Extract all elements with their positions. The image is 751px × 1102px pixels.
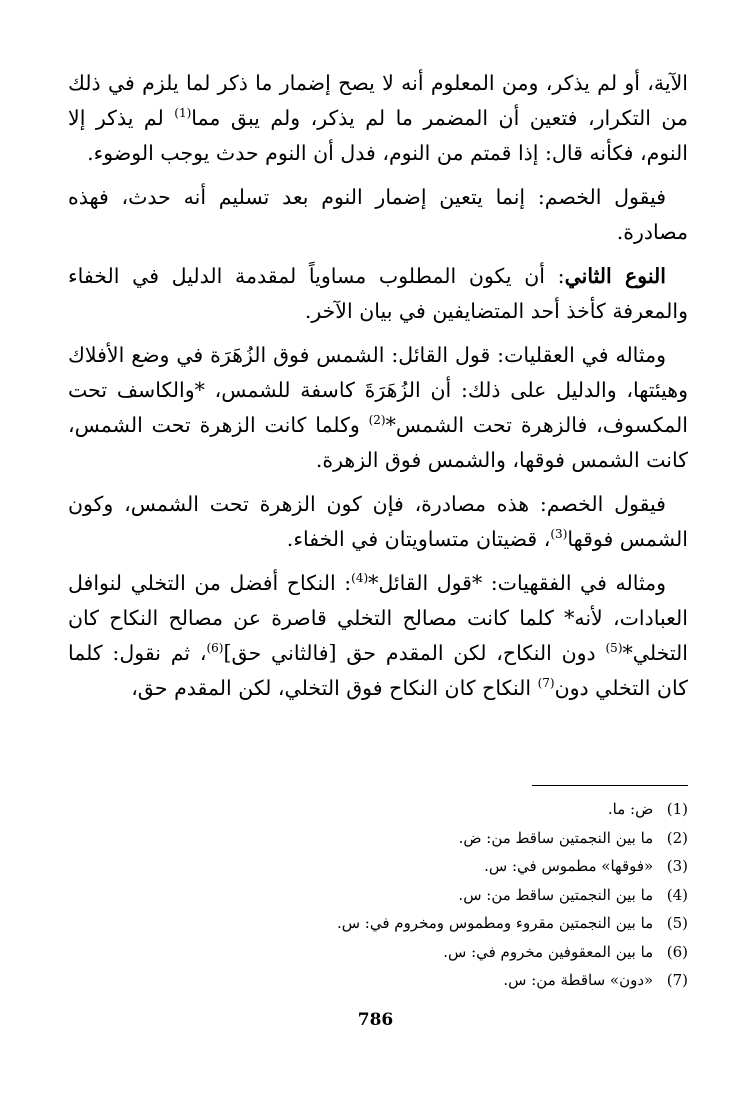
paragraph-4 — [68, 338, 688, 478]
footnote-number: (3) — [666, 857, 688, 875]
paragraph-text: ومثاله في العقليات: قول القائل: الشمس فوق الزُهَرَة في وضع الأفلاك وهيئتها، والدليل على ذلك: أن الزُهَرَةَ كاسفة للشمس، *والكاسف تحت المكسوف، فالزهرة تحت الشمس* — [68, 343, 688, 437]
paragraph-text: فيقول الخصم: هذه مصادرة، فإن كون الزهرة تحت الشمس، وكون الشمس فوقها — [68, 492, 688, 551]
page-number: 786 — [357, 1010, 394, 1030]
footnote-number: (7) — [666, 971, 688, 989]
paragraph-6 — [68, 566, 688, 706]
footnote-ref-4: (4) — [351, 571, 369, 586]
paragraph-text: ، ثم نقول: كلما كان التخلي دون — [68, 641, 688, 700]
paragraph-text: : أن يكون المطلوب مساوياً لمقدمة الدليل في الخفاء والمعرفة كأخذ أحد المتضايفين في بيان الآخر. — [68, 264, 688, 323]
footnote-text: ما بين النجمتين ساقط من: س. — [458, 885, 654, 904]
footnote-ref-6: (6) — [206, 641, 224, 656]
footnote-item — [68, 881, 688, 910]
footnote-ref-2: (2) — [368, 413, 386, 428]
footnotes — [68, 795, 688, 995]
paragraph-text: الآية، أو لم يذكر، ومن المعلوم أنه لا يصح إضمار ما ذكر لما يلزم في ذلك من التكرار، فتعين أن المضمر ما لم يذكر، ولم يبق مما — [68, 71, 688, 130]
footnote-ref-5: (5) — [605, 641, 623, 656]
footnote-text: ما بين النجمتين ساقط من: ض. — [458, 828, 654, 847]
paragraph-text: دون النكاح، لكن المقدم حق [فالثاني حق] — [223, 641, 606, 665]
footnote-text: «فوقها» مطموس في: س. — [484, 857, 654, 875]
paragraph-text: ومثاله في الفقهيات: *قول القائل* — [368, 571, 667, 595]
footnote-item — [68, 909, 688, 938]
footnote-item — [68, 852, 688, 881]
paragraph-1 — [68, 66, 688, 171]
footnote-text: ض: ما. — [607, 800, 654, 818]
footnote-text: ما بين المعقوفين مخروم في: س. — [443, 942, 654, 961]
footnote-ref-7: (7) — [537, 676, 555, 691]
footnote-item — [68, 966, 688, 995]
footnote-separator — [532, 785, 688, 786]
footnote-ref-3: (3) — [550, 527, 568, 542]
footnote-item — [68, 938, 688, 967]
paragraph-text: وكلما كانت الزهرة تحت الشمس، كانت الشمس فوقها، والشمس فوق الزهرة. — [68, 413, 688, 472]
paragraph-text: فيقول الخصم: إنما يتعين إضمار النوم بعد تسليم أنه حدث، فهذه مصادرة. — [68, 185, 688, 244]
footnote-number: (1) — [666, 800, 688, 818]
paragraph-text: ، قضيتان متساويتان في الخفاء. — [286, 527, 551, 551]
footnote-number: (4) — [666, 885, 688, 904]
paragraph-text: : النكاح أفضل من التخلي لنوافل العبادات، لأنه* كلما كانت مصالح التخلي قاصرة عن مصالح النكاح كان التخلي* — [68, 571, 688, 665]
paragraph-text: لم يذكر إلا النوم، فكأنه قال: إذا قمتم من النوم، فدل أن النوم حدث يوجب الوضوء. — [68, 106, 688, 165]
page-body — [68, 66, 688, 715]
paragraph-5 — [68, 487, 688, 557]
paragraph-2 — [68, 180, 688, 250]
footnote-number: (6) — [666, 942, 688, 961]
section-heading: النوع الثاني — [564, 264, 666, 288]
footnote-item — [68, 795, 688, 824]
footnote-number: (2) — [666, 828, 688, 847]
footnote-number: (5) — [666, 914, 688, 932]
paragraph-text: النكاح كان النكاح فوق التخلي، لكن المقدم حق، — [131, 676, 538, 700]
footnote-text: «دون» ساقطة من: س. — [503, 971, 654, 989]
paragraph-3 — [68, 259, 688, 329]
footnote-item — [68, 824, 688, 853]
footnote-ref-1: (1) — [174, 106, 192, 121]
footnote-text: ما بين النجمتين مقروء ومطموس ومخروم في: س. — [336, 914, 654, 932]
